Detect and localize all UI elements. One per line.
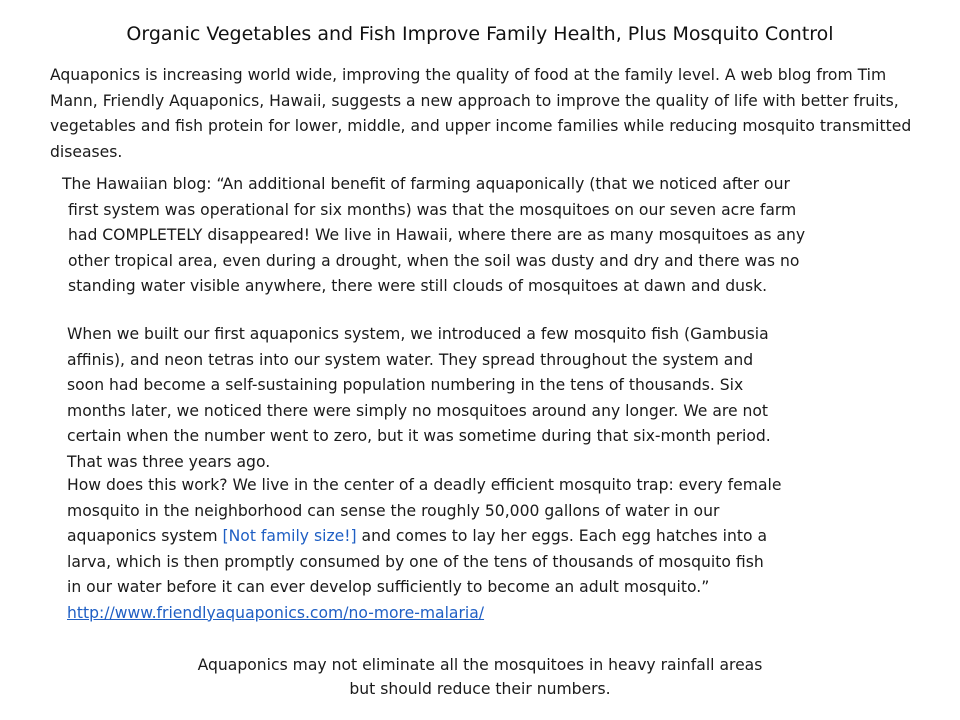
source-link[interactable]: http://www.friendlyaquaponics.com/no-more-malaria/ xyxy=(67,603,485,622)
quote3-text-end: and comes to lay her eggs. Each egg hatches into a larva, which is then promptly consumed by one of the tens of thousands of mosquito fish in our water before it can ever develop sufficiently to become an adult mosquito.” xyxy=(67,527,768,596)
quote3-text-start: How does this work? We live in the center of a deadly efficient mosquito trap: every female mosquito in the neighborhood can sense the roughly 50,000 gallons of water in our aquaponics system xyxy=(67,476,782,545)
footer-line-2: but should reduce their numbers. xyxy=(349,680,611,698)
blog-quote-paragraph-3 xyxy=(67,473,782,626)
footer-line-1: Aquaponics may not eliminate all the mosquitoes in heavy rainfall areas xyxy=(197,656,763,674)
blog-quote-paragraph-2: When we built our first aquaponics system, we introduced a few mosquito fish (Gambusia affinis), and neon tetras into our system water. They spread throughout the system and soon had become a self-sustaining population numbering in the tens of thousands. Six months later, we noticed there were simply no mosquitoes around any longer. We are not certain when the number went to zero, but it was sometime during that six-month period. That was three years ago. xyxy=(67,325,771,471)
blog-quote-paragraph-1: The Hawaiian blog: “An additional benefit of farming aquaponically (that we noticed after our first system was operational for six months) was that the mosquitoes on our seven acre farm had COMPLETELY disappeared! We live in Hawaii, where there are as many mosquitoes as any other tropical area, even during a drought, when the soil was dusty and dry and there was no standing water visible anywhere, there were still clouds of mosquitoes at dawn and dusk. xyxy=(62,175,806,295)
editor-note: [Not family size!] xyxy=(222,527,357,545)
intro-paragraph: Aquaponics is increasing world wide, improving the quality of food at the family level. A web blog from Tim Mann, Friendly Aquaponics, Hawaii, suggests a new approach to improve the quality of life with better fruits, vegetables and fish protein for lower, middle, and upper income families while reducing mosquito transmitted diseases. xyxy=(50,66,912,161)
page-title: Organic Vegetables and Fish Improve Family Health, Plus Mosquito Control xyxy=(126,23,834,45)
footer-note xyxy=(0,653,960,701)
